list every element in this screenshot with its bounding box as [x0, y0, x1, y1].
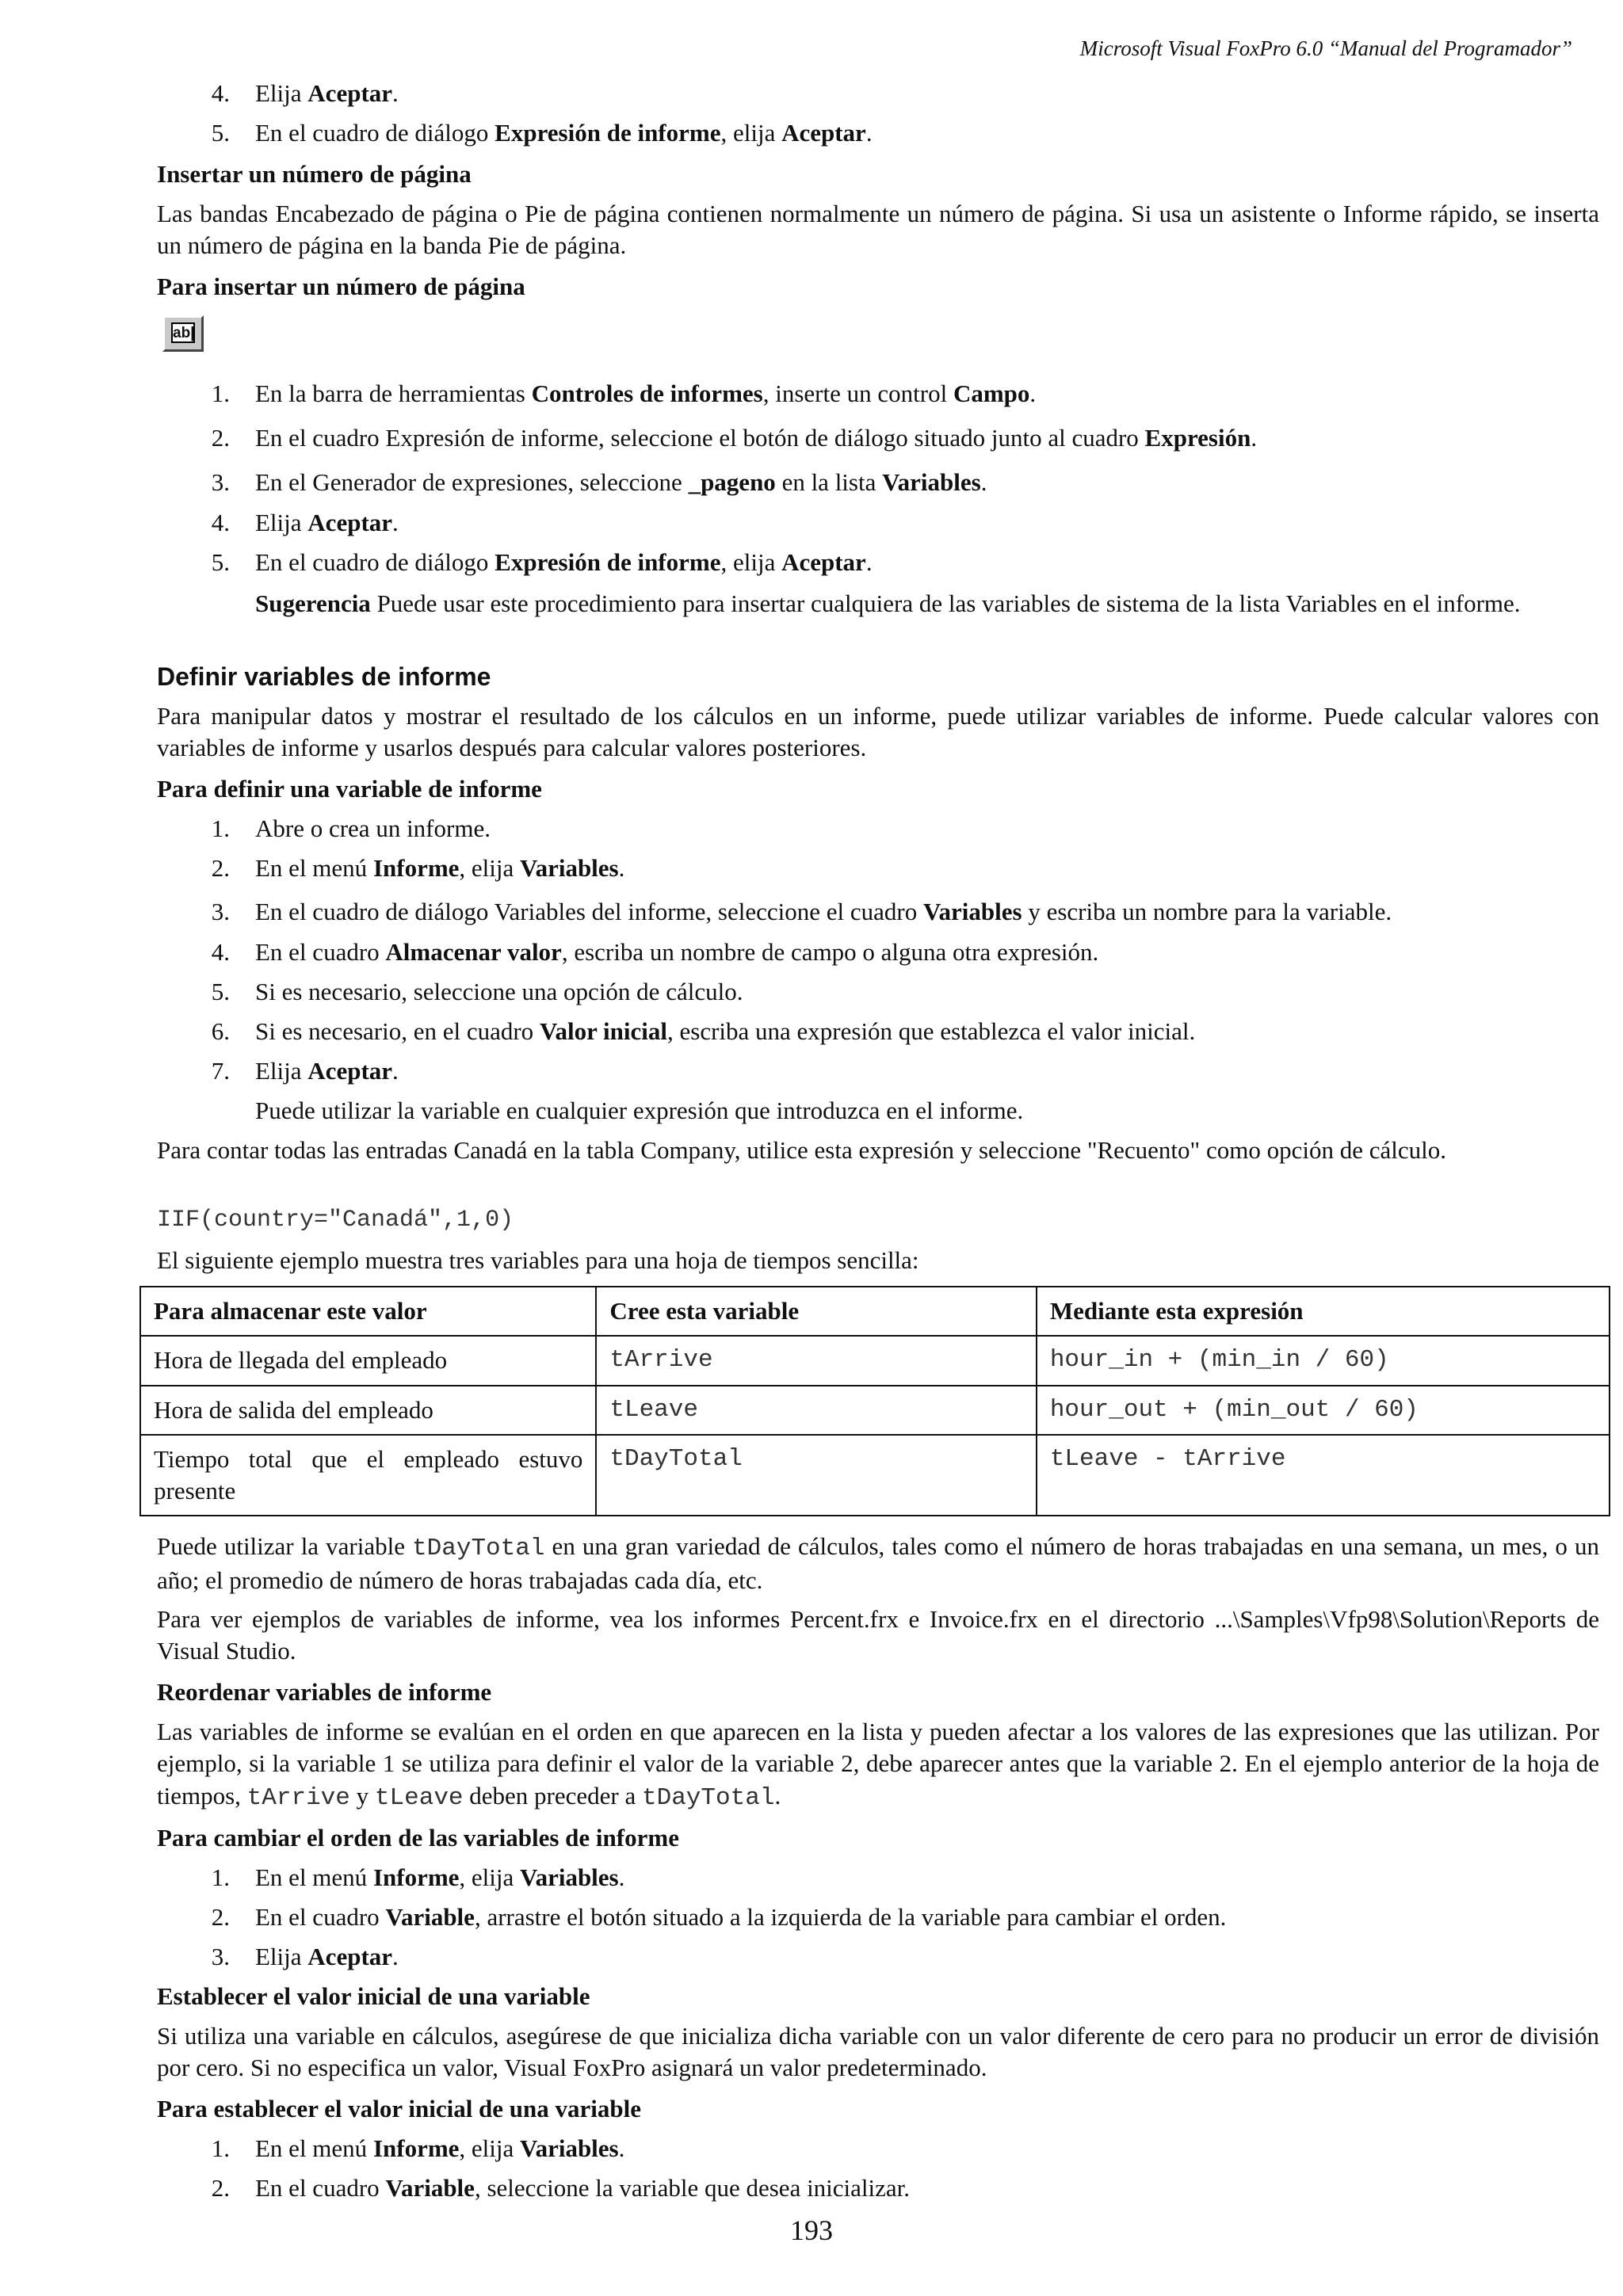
- table-row: [140, 1435, 1610, 1516]
- paragraph: Las bandas Encabezado de página o Pie de página contienen normalmente un número de página. Si usa un asistente o Informe rápido, se inserta un número de página en la banda Pie de página.: [157, 200, 1599, 260]
- table-cell: Tiempo total que el empleado estuvo presente: [140, 1435, 596, 1516]
- procedure-heading: Para establecer el valor inicial de una variable: [157, 2095, 642, 2122]
- column-header: Cree esta variable: [596, 1287, 1036, 1336]
- page-number: 193: [790, 2214, 833, 2246]
- table-row: [140, 1386, 1610, 1435]
- document-page: Microsoft Visual FoxPro 6.0 “Manual del Programador” 4. Elija Aceptar. 5. En el cuadro de diálogo Expresión de informe, elija Aceptar. Insertar un número de página Las bandas Encabezado de página o Pie de página contienen normalmente un número de página. Si usa un asistente o Informe rápido, se inserta un número de página en la banda Pie de página. Para insertar un número de página ab| 1. En la barra de herramientas Controles de informes, inserte un control Campo. 2. En el cuadro Expresión de informe, seleccione el botón de diálogo situado junto al cuadro Expresión. 3. En el Generador de expresiones, seleccione _pageno en la lista Variables. 4. Elija Aceptar. 5. En el cuadro de diálogo Expresión de informe, elija Aceptar. Sugerencia Puede usar este procedimiento para insertar cualquiera de las variables de sistema de la lista Variables en el informe. Definir variables de informe Para manipular datos y mostrar el resultado de los cálculos en un informe, puede utilizar variables de informe. Puede calcular valores con variables de informe y usarlos después para calcular valores posteriores. Para definir una variable de informe 1. Abre o crea un informe. 2. En el menú Informe, elija Variables. 3. En el cuadro de diálogo Variables del informe, seleccione el cuadro Variables y escriba un nombre para la variable. 4. En el cuadro Almacenar valor, escriba un nombre de campo o alguna otra expresión. 5. Si es necesario, seleccione una opción de cálculo. 6. Si es necesario, en el cuadro Valor inicial, escriba una expresión que establezca el valor inicial. 7. Elija Aceptar. Puede utilizar la variable en cualquier expresión que introduzca en el informe. Para contar todas las entradas Canadá en la tabla Company, utilice esta expresión y seleccione "Recuento" como opción de cálculo. IIF(country="Canadá",1,0) El siguiente ejemplo muestra tres variables para una hoja de tiempos sencilla: Para almacenar este valor Cree esta variable Mediante esta expresión Hora de llegada del empleado tArrive hour_in + (min_in / 60) Hora de salida del empleado tLeave hour_out + (min_out / 60) Tiempo total que el empleado estuvo presente tDayTotal tLeave - tArrive Puede utilizar la variable tDayTotal en una gran variedad de cálculos, tales como el número de horas trabajadas en una semana, un mes, o un año; el promedio de número de horas trabajadas cada día, etc. Para ver ejemplos de variables de informe, vea los informes Percent.frx e Invoice.frx en el directorio ...\Samples\Vfp98\Solution\Reports de Visual Studio. Reordenar variables de informe Las variables de informe se evalúan en el orden en que aparecen en la lista y pueden afectar a los valores de las expresiones que las utilizan. Por ejemplo, si la variable 1 se utiliza para definir el valor de la variable 2, debe aparecer antes que la variable 2. En el ejemplo anterior de la hoja de tiempos, tArrive y tLeave deben preceder a tDayTotal. Para cambiar el orden de las variables de informe 1. En el menú Informe, elija Variables. 2. En el cuadro Variable, arrastre el botón situado a la izquierda de la variable para cambiar el orden. 3. Elija Aceptar. Establecer el valor inicial de una variable Si utiliza una variable en cálculos, asegúrese de que inicializa dicha variable con un valor diferente de cero para no producir un error de división por cero. Si no especifica un valor, Visual FoxPro asignará un valor predeterminado. Para establecer el valor inicial de una variable 1. En el menú Informe, elija Variables. 2. En el cuadro Variable, seleccione la variable que desea inicializar. 193: [0, 0, 1623, 2296]
- variables-table: [139, 1286, 1610, 1516]
- table-cell: Hora de llegada del empleado: [140, 1336, 596, 1385]
- procedure-heading: Para insertar un número de página: [157, 273, 525, 300]
- paragraph: Puede utilizar la variable tDayTotal en una gran variedad de cálculos, tales como el número de horas trabajadas en una semana, un mes, o un año; el promedio de número de horas trabajadas cada día, etc.: [157, 1532, 1599, 1595]
- field-control-icon: ab|: [162, 315, 204, 352]
- tip-note: Sugerencia Puede usar este procedimiento para insertar cualquiera de las variables de sistema de la lista Variables en el informe.: [255, 589, 1521, 617]
- table-header-row: [140, 1287, 1610, 1336]
- table-row: [140, 1336, 1610, 1385]
- paragraph: Si utiliza una variable en cálculos, asegúrese de que inicializa dicha variable con un valor diferente de cero para no producir un error de división por cero. Si no especifica un valor, Visual FoxPro asignará un valor predeterminado.: [157, 2022, 1599, 2082]
- procedure-heading: Para cambiar el orden de las variables de informe: [157, 1824, 679, 1852]
- paragraph: Para contar todas las entradas Canadá en la tabla Company, utilice esta expresión y seleccione "Recuento" como opción de cálculo.: [157, 1136, 1446, 1164]
- section-heading: Reordenar variables de informe: [157, 1678, 492, 1706]
- procedure-heading: Para definir una variable de informe: [157, 775, 542, 803]
- section-heading: Insertar un número de página: [157, 160, 472, 188]
- section-heading: Definir variables de informe: [157, 662, 491, 691]
- running-header: Microsoft Visual FoxPro 6.0 “Manual del Programador”: [1079, 36, 1572, 60]
- table-cell: tLeave - tArrive: [1037, 1435, 1610, 1516]
- table-cell: tArrive: [596, 1336, 1036, 1385]
- paragraph: El siguiente ejemplo muestra tres variables para una hoja de tiempos sencilla:: [157, 1246, 919, 1274]
- table-cell: hour_out + (min_out / 60): [1037, 1386, 1610, 1435]
- column-header: Mediante esta expresión: [1037, 1287, 1610, 1336]
- paragraph: Las variables de informe se evalúan en el orden en que aparecen en la lista y pueden afectar a los valores de las expresiones que las utilizan. Por ejemplo, si la variable 1 se utiliza para definir el valor de la variable 2, debe aparecer antes que la variable 2. En el ejemplo anterior de la hoja de tiempos, tArrive y tLeave deben preceder a tDayTotal.: [157, 1718, 1599, 1812]
- table-cell: Hora de salida del empleado: [140, 1386, 596, 1435]
- section-heading: Establecer el valor inicial de una variable: [157, 1982, 590, 2010]
- table-cell: tLeave: [596, 1386, 1036, 1435]
- paragraph: Para manipular datos y mostrar el resultado de los cálculos en un informe, puede utilizar variables de informe. Puede calcular valores con variables de informe y usarlos después para calcular valores posteriores.: [157, 702, 1599, 762]
- table-cell: hour_in + (min_in / 60): [1037, 1336, 1610, 1385]
- column-header: Para almacenar este valor: [140, 1287, 596, 1336]
- paragraph: Puede utilizar la variable en cualquier expresión que introduzca en el informe.: [255, 1097, 1024, 1124]
- table-cell: tDayTotal: [596, 1435, 1036, 1516]
- paragraph: Para ver ejemplos de variables de informe, vea los informes Percent.frx e Invoice.frx en el directorio ...\Samples\Vfp98\Solution\Reports de Visual Studio.: [157, 1605, 1599, 1665]
- code-sample: IIF(country="Canadá",1,0): [157, 1207, 514, 1234]
